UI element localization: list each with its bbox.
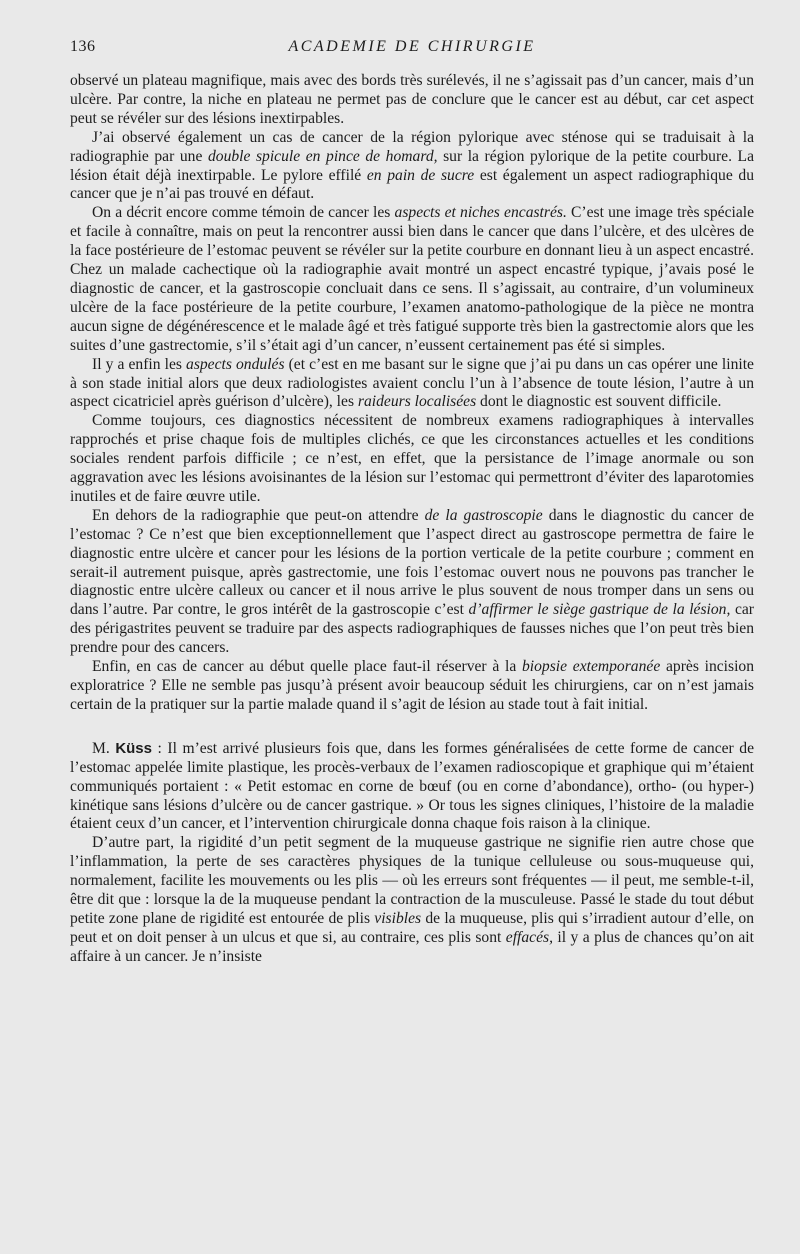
paragraph <box>70 356 754 413</box>
text-run: J’ai observé également un cas de cancer de la région pylorique avec sténose qui se traduisait à la radiographie par une <box>70 128 754 165</box>
speaker-name: Küss <box>115 739 152 757</box>
text-run: C’est une image très spéciale et facile à connaître, mais on peut la rencontrer aussi bien dans le cancer que dans l’ulcère, et des ulcères de la face postérieure de l’estomac peuvent se révéler sur la petite courbure en donnant lieu à un aspect encastré. Chez un malade cachectique où la radiographie avait montré un aspect encastré typique, j’avais posé le diagnostic de cancer, et la gastroscopie concluait dans ce sens. Il s’agissait, au contraire, d’un volumineux ulcère de la face postérieure de la petite courbure, l’examen anatomo-pathologique de la pièce ne montra aucun signe de dégénérescence et le malade âgé et très fatigué supporte très bien la gastrectomie alors que les suites d’une gastrectomie, s’il s’était agi d’un cancer, n’eussent certainement pas été si simples. <box>70 204 754 354</box>
italic-phrase: en pain de sucre <box>366 166 475 184</box>
text-run: Il y a enfin les <box>92 355 187 373</box>
paragraph <box>70 204 754 355</box>
italic-phrase: aspects et niches encastrés. <box>394 204 567 222</box>
text-run: après incision exploratrice ? Elle ne semble pas jusqu’à présent avoir beaucoup séduit les chirurgiens, car on n’est jamais certain de la pratiquer sur la partie malade quand il s’agit de lésion au stade tout à fait initial. <box>70 658 755 713</box>
text-run: de la muqueuse, plis qui s’irradient autour d’elle, on peut et on doit penser à un ulcus et que si, au contraire, ces plis sont <box>70 909 754 946</box>
text-run: Enfin, en cas de cancer au début quelle place faut-il réserver à la <box>92 658 522 676</box>
italic-phrase: d’affirmer le siège gastrique de la lésion, <box>468 601 731 619</box>
italic-phrase: aspects ondulés <box>186 355 285 373</box>
body-text <box>70 72 754 967</box>
paragraph <box>70 834 754 966</box>
paragraph <box>70 412 754 507</box>
speaker-paragraph <box>70 740 754 835</box>
text-run: est également un aspect radiographique du cancer que je n’ai pas trouvé en défaut. <box>70 166 755 203</box>
italic-phrase: double spicule en pince de homard, <box>207 147 438 165</box>
running-title: ACADEMIE DE CHIRURGIE <box>288 38 536 55</box>
paragraph <box>70 72 754 129</box>
italic-phrase: raideurs localisées <box>357 393 477 411</box>
paragraph <box>70 658 754 715</box>
italic-phrase: visibles <box>374 909 422 927</box>
page-header <box>70 38 754 62</box>
text-run: On a décrit encore comme témoin de cancer les <box>92 204 395 222</box>
text-run: En dehors de la radiographie que peut-on attendre <box>92 506 425 524</box>
text-run: Comme toujours, ces diagnostics nécessitent de nombreux examens radiographiques à intervalles rapprochés et prise chaque fois de multiples clichés, ce que les circonstances actuelles et les conditions sociales rendent parfois difficile ; ce n’est, en effet, que la persistance de l’image anormale ou son aggravation avec les lésions avoisinantes de la lésion sur l’estomac qui permettront d’éviter des laparotomies inutiles et de faire œuvre utile. <box>70 412 754 505</box>
text-run: (et c’est en me basant sur le signe que j’ai pu dans un cas opérer une linite à son stade initial alors que deux radiologistes avaient conclu l’un à l’absence de toute lésion, l’autre à un aspect cicatriciel après guérison d’ulcère), les <box>70 355 754 411</box>
italic-phrase: effacés, <box>505 928 553 946</box>
text-run: M. <box>92 739 116 757</box>
text-run: D’autre part, la rigidité d’un petit segment de la muqueuse gastrique ne signifie rien autre chose que l’inflammation, la perte de ses caractères physiques de la tunique celluleuse ou sous-muqueuse qui, normalement, facilite les mouvements ou les plis — où les erreurs sont fréquentes — il peut, me semble-t-il, être dit que : lorsque la de la muqueuse pendant la contraction de la musculeuse. Passé le stade du tout début petite zone plane de rigidité est entourée de plis <box>70 834 754 927</box>
paragraph <box>70 129 754 205</box>
text-run: car des périgastrites peuvent se traduire par des aspects radiographiques de fausses niches que l’on peut très bien prendre pour des cancers. <box>70 601 754 657</box>
page-number: 136 <box>70 38 96 55</box>
text-run: sur la région pylorique de la petite courbure. La lésion était déjà inextirpable. Le pylore effilé <box>70 147 754 184</box>
text-run: : Il m’est arrivé plusieurs fois que, dans les formes généralisées de cette forme de cancer de l’estomac appelée limite plastique, les procès-verbaux de l’examen radioscopique et graphique qui m’étaient communiqués portaient : « Petit estomac en corne de bœuf (ou en corne d’abondance), ortho- (ou hyper-) kinétique sans lésions d’ulcère ou de cancer gastrique. » Or tous les signes cliniques, l’histoire de la maladie étaient ceux d’un cancer, et l’intervention chirurgicale donna chaque fois raison à la clinique. <box>70 739 754 833</box>
text-run: dans le diagnostic du cancer de l’estomac ? Ce n’est que bien exceptionnellement que l’aspect direct au gastroscope permettra de faire le diagnostic entre ulcère et cancer pour les lésions de la portion verticale de la petite courbure ; comment en serait-il autrement puisque, après gastrectomie, une fois l’estomac ouvert nous ne pouvons pas trancher le diagnostic entre ulcère calleux ou cancer et il nous arrive le plus souvent de nous tromper dans un sens ou dans l’autre. Par contre, le gros intérêt de la gastroscopie c’est <box>70 506 755 619</box>
text-run: dont le diagnostic est souvent difficile. <box>476 393 722 411</box>
paragraph <box>70 507 754 658</box>
text-run: observé un plateau magnifique, mais avec des bords très surélevés, il ne s’agissait pas d’un cancer, mais d’un ulcère. Par contre, la niche en plateau ne permet pas de conclure que le cancer est au début, car cet aspect peut se révéler sur des lésions inextirpables. <box>70 72 754 127</box>
italic-phrase: de la gastroscopie <box>424 506 543 524</box>
text-run: il y a plus de chances qu’on ait affaire à un cancer. Je n’insiste <box>70 928 754 965</box>
italic-phrase: biopsie extemporanée <box>522 658 661 676</box>
